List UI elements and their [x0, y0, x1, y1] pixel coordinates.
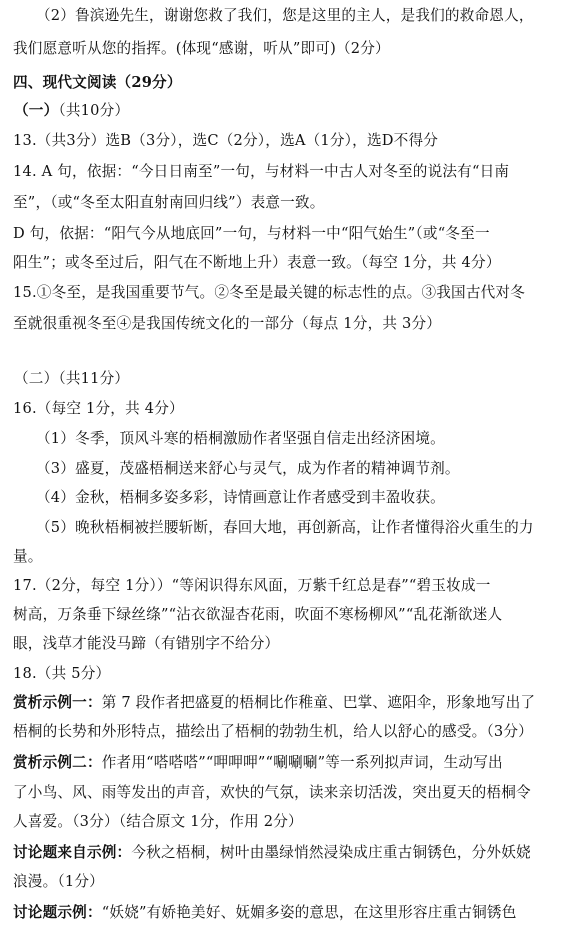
line-text: 16.（每空 1分，共 4分） — [13, 400, 184, 417]
line-text: （共10分） — [58, 102, 130, 119]
line-text: 量。 — [13, 548, 43, 565]
text-line — [13, 131, 438, 153]
text-line — [13, 39, 390, 61]
line-text: 人喜爱。（3分）（结合原文 1分，作用 2分） — [13, 813, 303, 830]
example-label: 赏析示例二： — [13, 754, 102, 771]
text-line — [13, 605, 502, 627]
text-line — [36, 429, 445, 451]
line-text: 15.①冬至，是我国重要节气。②冬至是最关键的标志性的点。③我国古代对冬 — [13, 284, 526, 301]
line-text: （1）冬季，顶风斗寒的梧桐激励作者坚强自信走出经济困境。 — [36, 430, 445, 447]
text-line — [36, 459, 460, 481]
text-line — [13, 193, 325, 215]
text-line — [13, 399, 184, 421]
text-line — [13, 162, 509, 184]
line-text: 阳生”；或冬至过后，阳气在不断地上升）表意一致。（每空 1分，共 4分） — [13, 254, 501, 271]
line-text: 17.（2分，每空 1分））“等闲识得东风面，万紫千红总是春”“碧玉妆成一 — [13, 577, 491, 594]
text-line — [13, 224, 490, 246]
text-line — [13, 547, 43, 569]
text-line — [13, 283, 525, 305]
line-text: （5）晚秋梧桐被拦腰斩断，春回大地，再创新高，让作者懂得浴火重生的力 — [36, 519, 534, 536]
text-line — [13, 253, 501, 275]
text-line — [13, 812, 303, 834]
line-text: 14. A 句，依据：“今日日南至”一句，与材料一中古人对冬至的说法有“日南 — [13, 163, 510, 180]
text-line — [13, 576, 491, 598]
example-label: 讨论题示例： — [13, 904, 102, 921]
text-line — [13, 753, 503, 775]
text-line — [13, 872, 104, 894]
line-text: （3）盛夏，茂盛梧桐送来舒心与灵气，成为作者的精神调节剂。 — [36, 460, 460, 477]
line-text: 作者用“嗒嗒嗒”“呷呷呷”“唰唰唰”等一系列拟声词，生动写出 — [101, 754, 503, 771]
line-text: 树高，万条垂下绿丝绦”“沾衣欲湿杏花雨，吹面不寒杨柳风”“乱花渐欲迷人 — [13, 606, 503, 623]
text-line — [13, 664, 110, 686]
line-text: （2）鲁滨逊先生，谢谢您救了我们，您是这里的主人，是我们的救命恩人， — [36, 7, 534, 24]
text-line — [36, 6, 534, 28]
text-line — [36, 488, 445, 510]
heading-text: 四、现代文阅读（29分） — [13, 74, 182, 91]
line-text: 梧桐的长势和外形特点，描绘出了梧桐的勃勃生机，给人以舒心的感受。（3分） — [13, 723, 533, 740]
line-text: 我们愿意听从您的指挥。(体现“感谢，听从”即可)（2分） — [13, 40, 390, 57]
line-text: 了小鸟、风、雨等发出的声音，欢快的气氛，读来亲切活泼，突出夏天的梧桐令 — [13, 784, 531, 801]
text-line — [13, 314, 441, 336]
line-text: 眼，浅草才能没马蹄（有错别字不给分） — [13, 635, 280, 652]
line-text: “妖娆”有娇艳美好、妩媚多姿的意思，在这里形容庄重古铜锈色 — [101, 904, 517, 921]
subsection-heading — [14, 369, 129, 391]
line-text: （二）（共11分） — [14, 370, 130, 387]
text-line — [13, 903, 517, 925]
line-text: D 句，依据：“阳气今从地底回”一句，与材料一中“阳气始生”（或“冬至一 — [13, 225, 490, 242]
text-line — [13, 783, 531, 805]
text-line — [13, 693, 535, 715]
text-line — [36, 518, 534, 540]
line-text: 今秋之梧桐，树叶由墨绿悄然浸染成庄重古铜锈色，分外妖娆 — [131, 844, 531, 861]
line-text: 13.（共3分）选B（3分），选C（2分），选A（1分），选D不得分 — [13, 132, 439, 149]
text-line — [13, 634, 279, 656]
line-text: 浪漫。（1分） — [13, 873, 104, 890]
text-line — [13, 722, 533, 744]
example-label: 讨论题来自示例： — [13, 844, 132, 861]
example-label: 赏析示例一： — [13, 694, 102, 711]
line-text: 第 7 段作者把盛夏的梧桐比作稚童、巴掌、遮阳伞，形象地写出了 — [101, 694, 536, 711]
section-heading — [13, 73, 182, 95]
subsection-heading — [14, 101, 129, 123]
line-text: 至就很重视冬至④是我国传统文化的一部分（每点 1分，共 3分） — [13, 315, 442, 332]
line-text: 至”，（或“冬至太阳直射南回归线”）表意一致。 — [13, 194, 325, 211]
text-line — [13, 843, 531, 865]
subsection-number: （一） — [14, 102, 59, 119]
line-text: （4）金秋，梧桐多姿多彩，诗情画意让作者感受到丰盈收获。 — [36, 489, 445, 506]
line-text: 18.（共 5分） — [13, 665, 111, 682]
